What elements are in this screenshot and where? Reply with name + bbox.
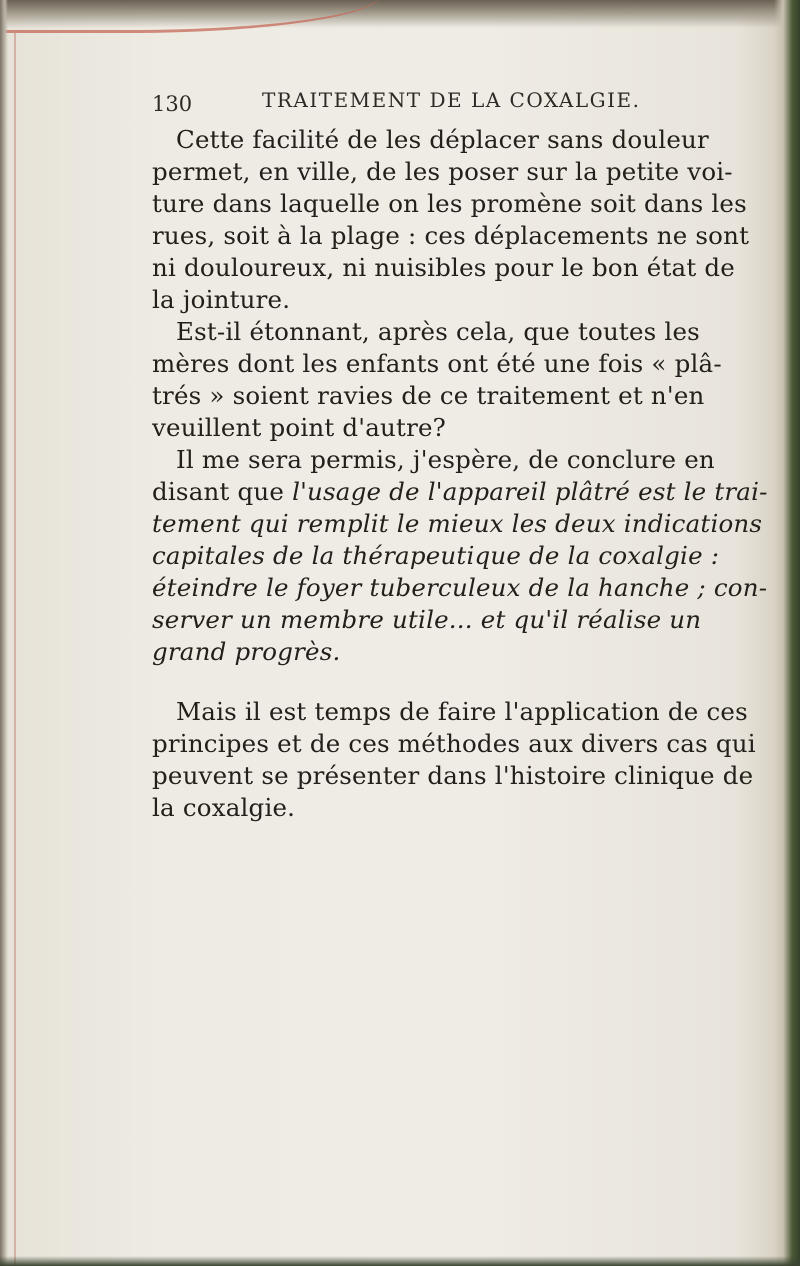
body-text [152,124,768,824]
text-line: rues, soit à la plage : ces déplacements ne sont [152,221,750,250]
text-line: permet, en ville, de les poser sur la petite voi- [152,157,733,186]
text-line: ture dans laquelle on les promène soit dans les [152,189,747,218]
text-line: peuvent se présenter dans l'histoire clinique de [152,761,754,790]
text-line: Mais il est temps de faire l'application de ces [176,697,748,726]
book-spine-edge [774,0,800,1266]
text-line-mixed [152,476,768,508]
text-line: trés » soient ravies de ce traitement et n'en [152,381,705,410]
text-line: Il me sera permis, j'espère, de conclure en [176,445,715,474]
page-bottom-edge [0,1256,800,1266]
text-line: la jointure. [152,285,291,314]
text-line: Cette facilité de les déplacer sans douleur [176,125,709,154]
text-line: mères dont les enfants ont été une fois « plâ- [152,349,722,378]
text-line: ni douloureux, ni nuisibles pour le bon état de [152,253,735,282]
running-title: TRAITEMENT DE LA COXALGIE. [262,88,641,112]
page-left-edge [0,0,8,1266]
page-left-margin-line [14,30,16,1266]
italic-text-line: capitales de la thérapeutique de la coxalgie : [152,541,720,570]
running-header [152,88,752,118]
text-line: Est-il étonnant, après cela, que toutes les [176,317,700,346]
text-line: veuillent point d'autre? [152,413,447,442]
text-span: disant que [152,477,293,506]
text-line: principes et de ces méthodes aux divers cas qui [152,729,756,758]
page-number: 130 [152,92,193,116]
italic-text-line: server un membre utile... et qu'il réalise un [152,605,702,634]
italic-text-line: tement qui remplit le mieux les deux indications [152,509,763,538]
italic-text-span: l'usage de l'appareil plâtré est le trai- [292,477,768,506]
paragraph-gap [152,668,752,696]
page-curl-decoration [0,0,380,33]
text-line: la coxalgie. [152,793,296,822]
italic-text-line: éteindre le foyer tuberculeux de la hanche ; con- [152,573,768,602]
italic-text-line: grand progrès. [152,637,341,666]
